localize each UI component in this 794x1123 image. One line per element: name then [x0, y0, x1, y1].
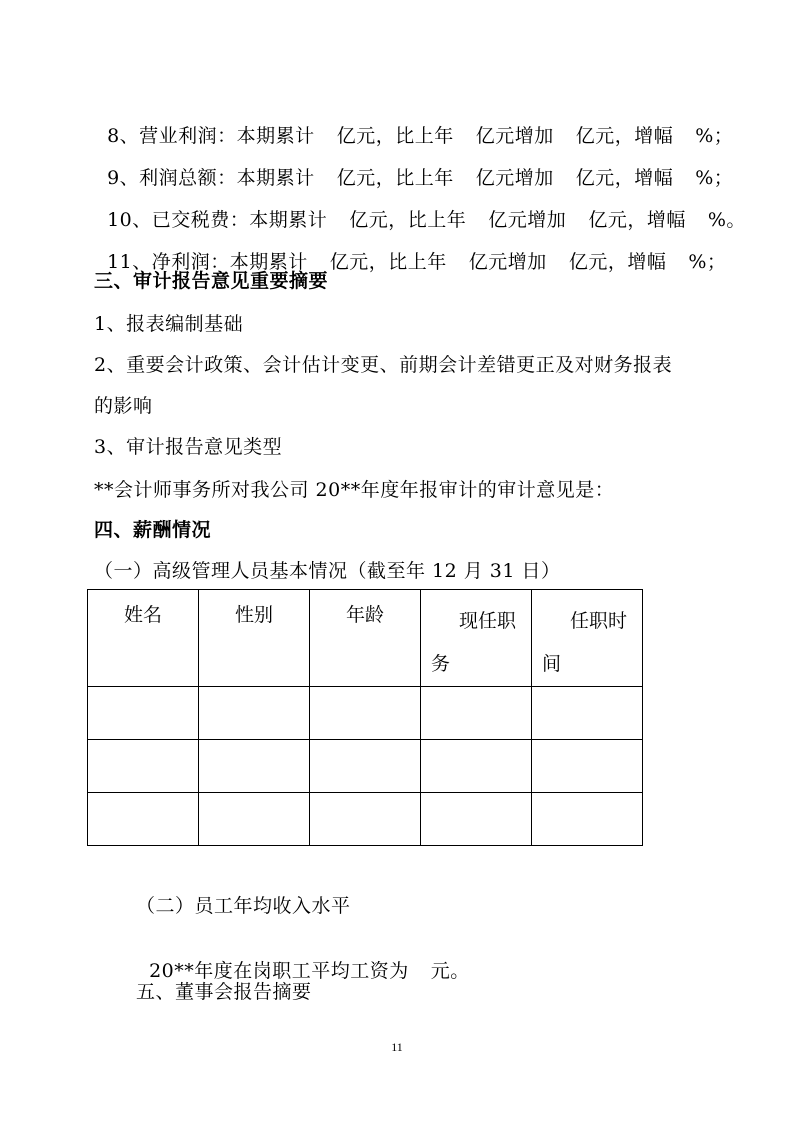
- table-cell[interactable]: [88, 740, 199, 793]
- section3-item-1: 1、报表编制基础: [94, 313, 244, 335]
- management-table: [87, 589, 643, 846]
- section3-item-2: 2、重要会计政策、会计估计变更、前期会计差错更正及对财务报表: [94, 354, 673, 376]
- table-cell[interactable]: [532, 740, 643, 793]
- table-cell[interactable]: [310, 793, 421, 846]
- section4-heading: 四、薪酬情况: [94, 519, 212, 541]
- table-cell[interactable]: [310, 740, 421, 793]
- header-gender: 性别: [199, 590, 310, 687]
- table-cell[interactable]: [532, 793, 643, 846]
- table-cell[interactable]: [88, 687, 199, 740]
- table-cell[interactable]: [421, 740, 532, 793]
- financial-line-operating-profit: 8、营业利润：本期累计 亿元，比上年 亿元增加 亿元，增幅 %；: [107, 125, 734, 147]
- header-position: 现任职 务: [421, 590, 532, 687]
- audit-opinion-line: **会计师事务所对我公司 20**年度年报审计的审计意见是：: [94, 479, 615, 501]
- table-row: [88, 687, 643, 740]
- section3-item-3: 3、审计报告意见类型: [94, 436, 283, 458]
- table-cell[interactable]: [421, 793, 532, 846]
- section5-heading: 五、董事会报告摘要: [136, 981, 312, 1003]
- table-header-row: [88, 590, 643, 687]
- table-cell[interactable]: [199, 793, 310, 846]
- section4-sub2: （二）员工年均收入水平: [136, 895, 351, 917]
- table-row: [88, 793, 643, 846]
- table-cell[interactable]: [199, 687, 310, 740]
- table-row: [88, 740, 643, 793]
- table-cell[interactable]: [421, 687, 532, 740]
- financial-line-taxes-paid: 10、已交税费：本期累计 亿元，比上年 亿元增加 亿元，增幅 %。: [107, 209, 746, 231]
- section3-heading: 三、审计报告意见重要摘要: [94, 270, 329, 292]
- section4-sub1: （一）高级管理人员基本情况（截至年 12 月 31 日）: [94, 560, 561, 582]
- section3-item-2-continued: 的影响: [94, 395, 153, 417]
- table-cell[interactable]: [310, 687, 421, 740]
- header-tenure: 任职时 间: [532, 590, 643, 687]
- table-cell[interactable]: [199, 740, 310, 793]
- financial-line-total-profit: 9、利润总额：本期累计 亿元，比上年 亿元增加 亿元，增幅 %；: [107, 167, 734, 189]
- page-number: 11: [391, 1040, 403, 1054]
- header-name: 姓名: [88, 590, 199, 687]
- salary-line: 20**年度在岗职工平均工资为 元。: [149, 960, 470, 982]
- table-cell[interactable]: [88, 793, 199, 846]
- financial-line-net-profit: 11、净利润：本期累计 亿元，比上年 亿元增加 亿元，增幅 %；: [107, 251, 727, 273]
- header-age: 年龄: [310, 590, 421, 687]
- table-cell[interactable]: [532, 687, 643, 740]
